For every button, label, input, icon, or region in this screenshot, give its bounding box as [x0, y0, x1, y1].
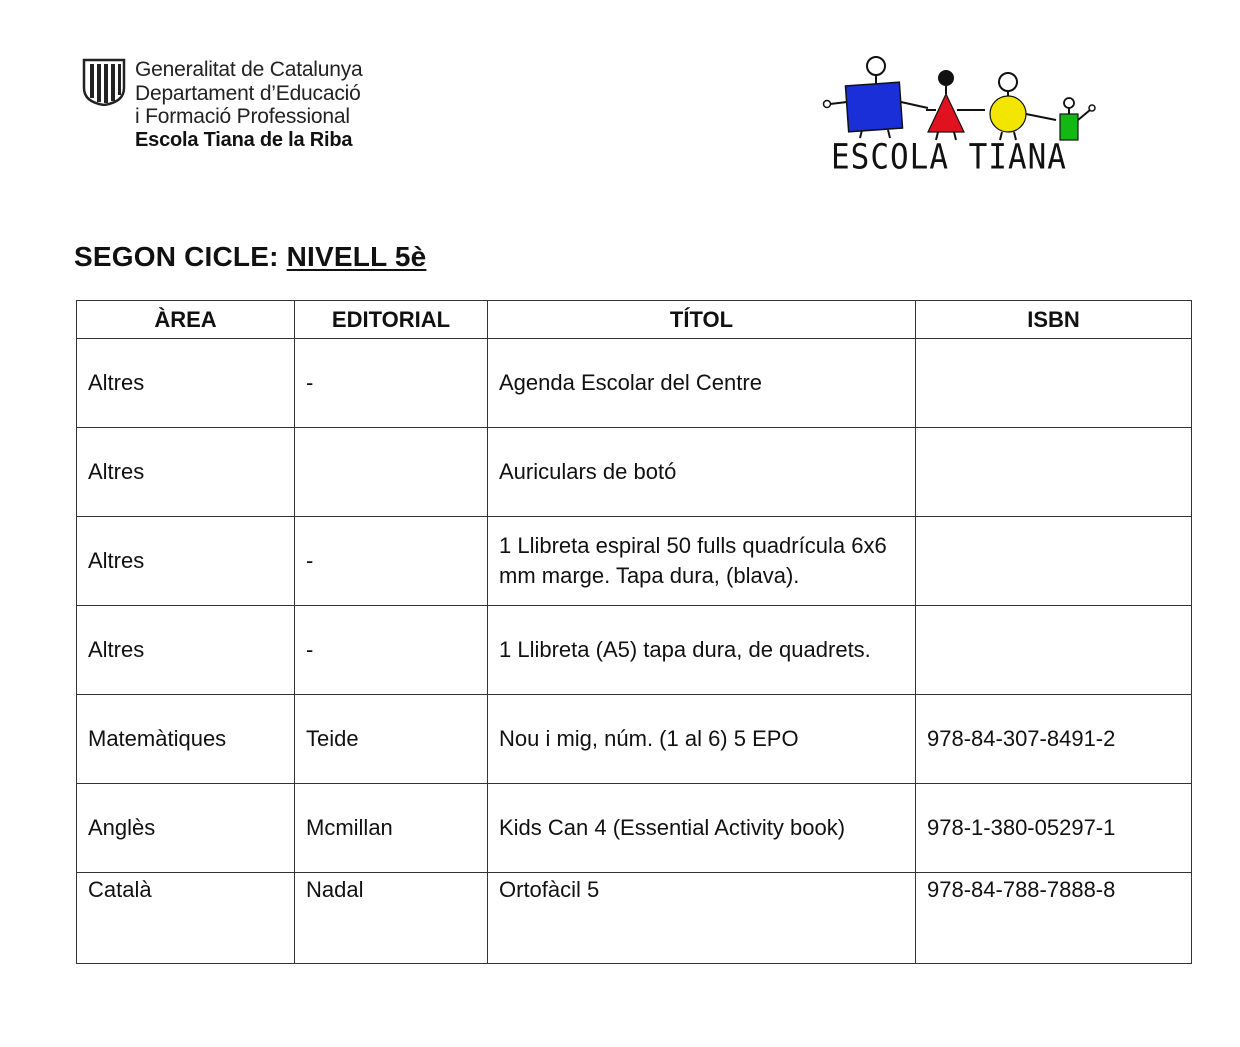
cell-area: Anglès — [77, 784, 295, 873]
cell-editorial — [295, 428, 488, 517]
cell-titol: Nou i mig, núm. (1 al 6) 5 EPO — [488, 695, 916, 784]
table-header-row — [77, 301, 1192, 339]
cell-isbn: 978-1-380-05297-1 — [916, 784, 1192, 873]
column-header-isbn: ISBN — [916, 301, 1192, 339]
cell-titol: Ortofàcil 5 — [488, 873, 916, 964]
column-header-titol: TÍTOL — [488, 301, 916, 339]
cell-area: Català — [77, 873, 295, 964]
cell-editorial: - — [295, 606, 488, 695]
generalitat-header — [82, 58, 363, 152]
cell-editorial: Teide — [295, 695, 488, 784]
cell-area: Altres — [77, 517, 295, 606]
table-row — [77, 695, 1192, 784]
generalitat-line-3: i Formació Professional — [135, 105, 350, 128]
column-header-editorial: EDITORIAL — [295, 301, 488, 339]
generalitat-line-1: Generalitat de Catalunya — [135, 58, 363, 81]
table-row — [77, 784, 1192, 873]
cell-editorial: - — [295, 517, 488, 606]
page-title — [74, 241, 426, 273]
cell-editorial: Mcmillan — [295, 784, 488, 873]
cell-editorial: Nadal — [295, 873, 488, 964]
generalitat-emblem-icon — [82, 58, 126, 106]
cell-area: Matemàtiques — [77, 695, 295, 784]
table-row — [77, 606, 1192, 695]
cell-titol: 1 Llibreta (A5) tapa dura, de quadrets. — [488, 606, 916, 695]
cell-titol: 1 Llibreta espiral 50 fulls quadrícula 6x6 mm marge. Tapa dura, (blava). — [488, 517, 916, 606]
cell-titol: Kids Can 4 (Essential Activity book) — [488, 784, 916, 873]
cell-editorial: - — [295, 339, 488, 428]
column-header-area: ÀREA — [77, 301, 295, 339]
table-row — [77, 873, 1192, 964]
school-name: Escola Tiana de la Riba — [135, 128, 353, 151]
book-list-table — [76, 300, 1192, 964]
cell-titol: Agenda Escolar del Centre — [488, 339, 916, 428]
generalitat-line-2: Departament d’Educació — [135, 81, 361, 105]
cell-isbn — [916, 606, 1192, 695]
level-label: NIVELL 5è — [286, 241, 427, 272]
table-row — [77, 428, 1192, 517]
cell-isbn — [916, 517, 1192, 606]
cell-area: Altres — [77, 428, 295, 517]
cell-titol: Auriculars de botó — [488, 428, 916, 517]
cell-isbn — [916, 428, 1192, 517]
cell-isbn: 978-84-788-7888-8 — [916, 873, 1192, 964]
cell-isbn: 978-84-307-8491-2 — [916, 695, 1192, 784]
table-row — [77, 339, 1192, 428]
table-row — [77, 517, 1192, 606]
cell-isbn — [916, 339, 1192, 428]
cell-area: Altres — [77, 339, 295, 428]
escola-tiana-logo-name: ESCOLA TIANA — [831, 137, 1067, 178]
cell-area: Altres — [77, 606, 295, 695]
generalitat-text — [135, 58, 363, 152]
cycle-label: SEGON CICLE: — [74, 241, 279, 272]
